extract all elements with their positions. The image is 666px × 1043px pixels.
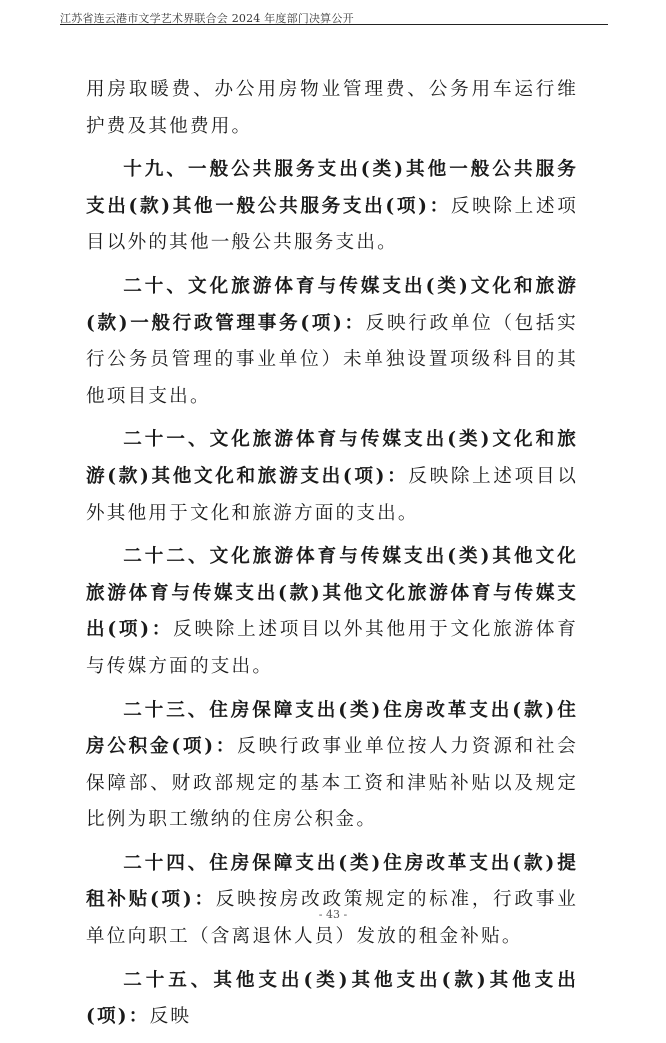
- page-number: - 43 -: [318, 908, 348, 921]
- page-header: 江苏省连云港市文学艺术界联合会 2024 年度部门决算公开: [60, 12, 354, 25]
- paragraph-heading: 二十一、文化旅游体育与传媒支出(类)文化和旅游(款)其他文化和旅游支出(项)：: [86, 429, 578, 487]
- paragraph-heading: 二十五、其他支出(类)其他支出(款)其他支出(项)：: [86, 969, 578, 1028]
- paragraph-continuation: [86, 72, 578, 145]
- paragraph-text: 反映除上述项目以外其他用于文化和旅游方面的支出。: [86, 465, 578, 524]
- paragraph-heading: 十九、一般公共服务支出(类)其他一般公共服务支出(款)其他一般公共服务支出(项)：: [86, 159, 578, 217]
- paragraph-text: 反映除上述项目以外的其他一般公共服务支出。: [86, 195, 578, 254]
- paragraph-item-19: [86, 152, 578, 262]
- paragraph-text: 反映: [149, 1006, 192, 1028]
- paragraph-item-22: [86, 539, 578, 685]
- paragraph-item-20: [86, 269, 578, 415]
- paragraph-heading: 二十三、住房保障支出(类)住房改革支出(款)住房公积金(项)：: [86, 699, 578, 758]
- paragraph-item-23: [86, 693, 578, 839]
- paragraph-text: 反映按房改政策规定的标准，行政事业单位向职工（含离退休人员）发放的租金补贴。: [86, 889, 578, 948]
- paragraph-text: 反映行政单位（包括实行公务员管理的事业单位）未单独设置项级科目的其他项目支出。: [86, 312, 578, 407]
- paragraph-item-21: [86, 422, 578, 532]
- paragraph-heading: 二十四、住房保障支出(类)住房改革支出(款)提租补贴(项)：: [86, 852, 578, 911]
- paragraph-heading: 二十二、文化旅游体育与传媒支出(类)其他文化旅游体育与传媒支出(款)其他文化旅游体育与传媒支出(项)：: [86, 546, 578, 641]
- paragraph-item-25: [86, 963, 578, 1036]
- header-divider: [60, 24, 608, 25]
- paragraph-text: 反映除上述项目以外其他用于文化旅游体育与传媒方面的支出。: [86, 619, 578, 677]
- document-body: [86, 72, 578, 1043]
- paragraph-text: 反映行政事业单位按人力资源和社会保障部、财政部规定的基本工资和津贴补贴以及规定比例为职工缴纳的住房公积金。: [86, 736, 578, 831]
- paragraph-item-24: [86, 846, 578, 956]
- paragraph-heading: 二十、文化旅游体育与传媒支出(类)文化和旅游(款)一般行政管理事务(项)：: [86, 275, 578, 334]
- paragraph-text: 用房取暖费、办公用房物业管理费、公务用车运行维护费及其他费用。: [86, 79, 578, 137]
